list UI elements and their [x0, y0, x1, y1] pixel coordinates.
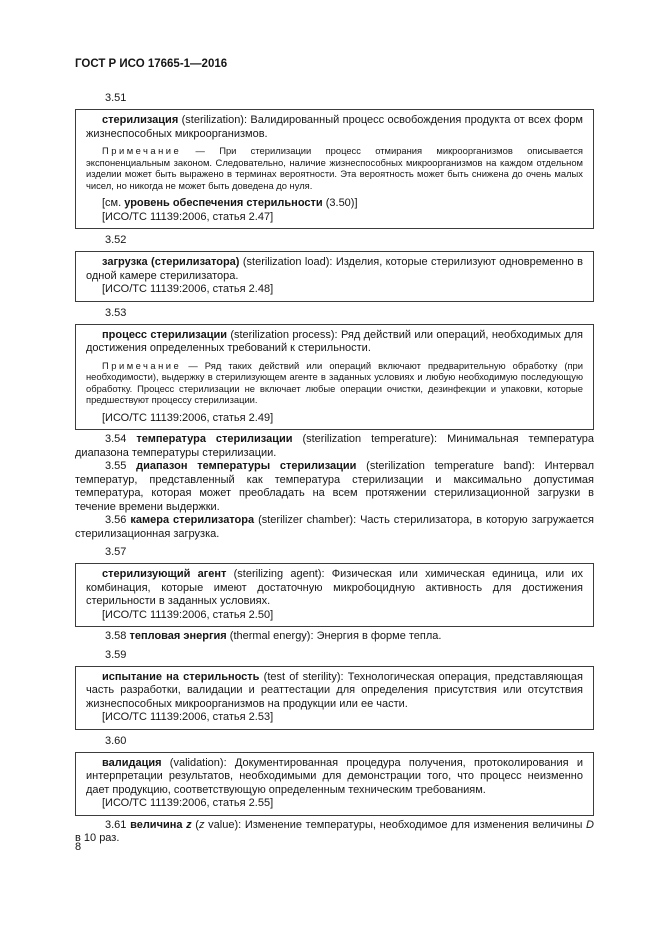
definition-text-3-58: (thermal energy): Энергия в форме тепла. [226, 630, 442, 642]
clause-number-3-54: 3.54 [105, 433, 137, 445]
term-3-56: камера стерилизатора [130, 514, 255, 526]
source-reference-3-60: [ИСО/ТС 11139:2006, статья 2.55] [102, 797, 274, 809]
definition-3-58 [75, 630, 594, 644]
variable-z: z [198, 818, 205, 831]
see-term-3-51: уровень обеспечения стерильности [124, 197, 323, 209]
see-pre-3-51: [см. [102, 197, 125, 209]
term-variable-z: z [186, 818, 192, 831]
clause-number-3-57: 3.57 [105, 546, 127, 558]
definition-text-3-61-post: в 10 раз. [75, 832, 120, 844]
definition-3-51 [86, 114, 583, 141]
source-reference-3-53: [ИСО/ТС 11139:2006, статья 2.49] [102, 411, 274, 424]
term-3-51: стерилизация [102, 114, 179, 126]
definition-text-3-61-pre: ( [191, 818, 199, 831]
definition-box-3-60 [75, 752, 594, 816]
note-text-3-53: — Ряд таких действий или операций включают предварительную обработку (при необходимости), выдержку в стерилизующем агенте в заданных условиях и любую необходимую последующую обработку. Процесс стерилизации не включает любые операции очистки, дезинфекции и упаковки, которые предшествуют процессу стерилизации. [86, 359, 583, 405]
definition-box-3-59 [75, 666, 594, 730]
page-content [75, 57, 594, 846]
definition-3-55 [75, 460, 594, 514]
term-3-55: диапазон температуры стерилизации [136, 460, 357, 472]
definition-box-3-52 [75, 251, 594, 302]
definition-text-3-59: (test of sterility): Технологическая операция, представляющая часть разработки, валидации и реаттестации для определения присутствия или отсутствия жизнеспособных микроорганизмов на продукции или ее части. [86, 670, 583, 710]
definition-3-57 [86, 568, 583, 609]
definition-text-3-52: (sterilization load): Изделия, которые стерилизуют одновременно в одной камере стерилизатора. [86, 256, 583, 282]
definition-3-54 [75, 433, 594, 460]
definition-box-3-57 [75, 563, 594, 627]
note-3-53 [86, 360, 583, 406]
definition-text-3-61-mid: value): Изменение температуры, необходимое для изменения величины [204, 818, 587, 831]
source-reference-3-59: [ИСО/ТС 11139:2006, статья 2.53] [102, 711, 274, 723]
clause-number-3-61: 3.61 [105, 818, 131, 831]
term-3-59: испытание на стерильность [102, 670, 260, 683]
definition-3-61 [75, 819, 594, 846]
definition-3-59 [86, 671, 583, 712]
definition-3-53 [86, 329, 583, 356]
source-reference-3-57: [ИСО/ТС 11139:2006, статья 2.50] [102, 608, 274, 621]
variable-d: D [586, 818, 594, 831]
document-title: ГОСТ Р ИСО 17665-1—2016 [75, 58, 228, 70]
note-text-3-51: — При стерилизации процесс отмирания микроорганизмов описывается экспоненциальным законом. Следовательно, наличие жизнеспособных микроорганизмов на каждом отдельном изделии может быть выражено в терминах вероятности. Эта вероятность может быть снижена до очень малых чисел, но никогда не может быть доведена до нуля. [86, 145, 583, 191]
term-3-54: температура стерилизации [136, 433, 293, 445]
term-3-61: величина [130, 818, 187, 831]
clause-number-3-51: 3.51 [105, 92, 127, 104]
source-reference-3-52: [ИСО/ТС 11139:2006, статья 2.48] [102, 283, 274, 295]
definition-3-60 [86, 757, 583, 798]
clause-number-3-53: 3.53 [105, 306, 127, 319]
note-label-3-53: Примечание [102, 359, 182, 371]
clause-number-3-52: 3.52 [105, 234, 127, 246]
term-3-53: процесс стерилизации [102, 328, 227, 341]
term-3-58: тепловая энергия [129, 630, 227, 642]
note-label-3-51: Примечание [102, 145, 182, 156]
definition-text-3-55: (sterilization temperature band): Интервал температур, представленный как температура стерилизации и максимально допустимая температура, которая может преобладать на всем протяжении стерилизационной загрузки в течение времени выдержки. [75, 460, 595, 513]
definition-box-3-53 [75, 324, 594, 431]
clause-number-3-59: 3.59 [105, 648, 127, 661]
definition-text-3-53: (sterilization process): Ряд действий или операций, необходимых для достижения определенных требований к стерильности. [86, 328, 583, 354]
clause-number-3-60: 3.60 [105, 734, 127, 747]
page-number: 8 [75, 841, 82, 853]
term-3-52: загрузка (стерилизатора) [102, 256, 240, 268]
definition-box-3-51 [75, 109, 594, 229]
see-reference-3-51 [86, 197, 583, 211]
definition-text-3-56: (sterilizer chamber): Часть стерилизатора, в которую загружается стерилизационная загрузка. [75, 514, 594, 540]
definition-3-52 [86, 256, 583, 283]
definition-text-3-60: (validation): Документированная процедура получения, протоколирования и интерпретации результатов, необходимыми для демонстрации того, что процесс неизменно дает продукцию, соответствующую определенным техническим требованиям. [86, 756, 583, 796]
term-3-60: валидация [102, 756, 162, 769]
definition-text-3-51: (sterilization): Валидированный процесс освобождения продукта от всех форм жизнеспособных микроорганизмов. [86, 114, 583, 140]
definition-3-56 [75, 514, 594, 541]
source-reference-3-51: [ИСО/ТС 11139:2006, статья 2.47] [102, 210, 274, 223]
clause-number-3-56: 3.56 [105, 514, 131, 526]
definition-text-3-57: (sterilizing agent): Физическая или химическая единица, или их комбинация, которые имеют достаточную микробоцидную активность для достижения стерильности в заданных условиях. [86, 568, 583, 607]
term-3-57: стерилизующий агент [102, 568, 227, 580]
note-3-51 [86, 145, 583, 191]
see-post-3-51: (3.50)] [322, 197, 358, 209]
definition-text-3-54: (sterilization temperature): Минимальная температура диапазона температуры стерилизации. [75, 433, 594, 459]
clause-number-3-58: 3.58 [105, 630, 130, 642]
clause-number-3-55: 3.55 [105, 460, 137, 472]
